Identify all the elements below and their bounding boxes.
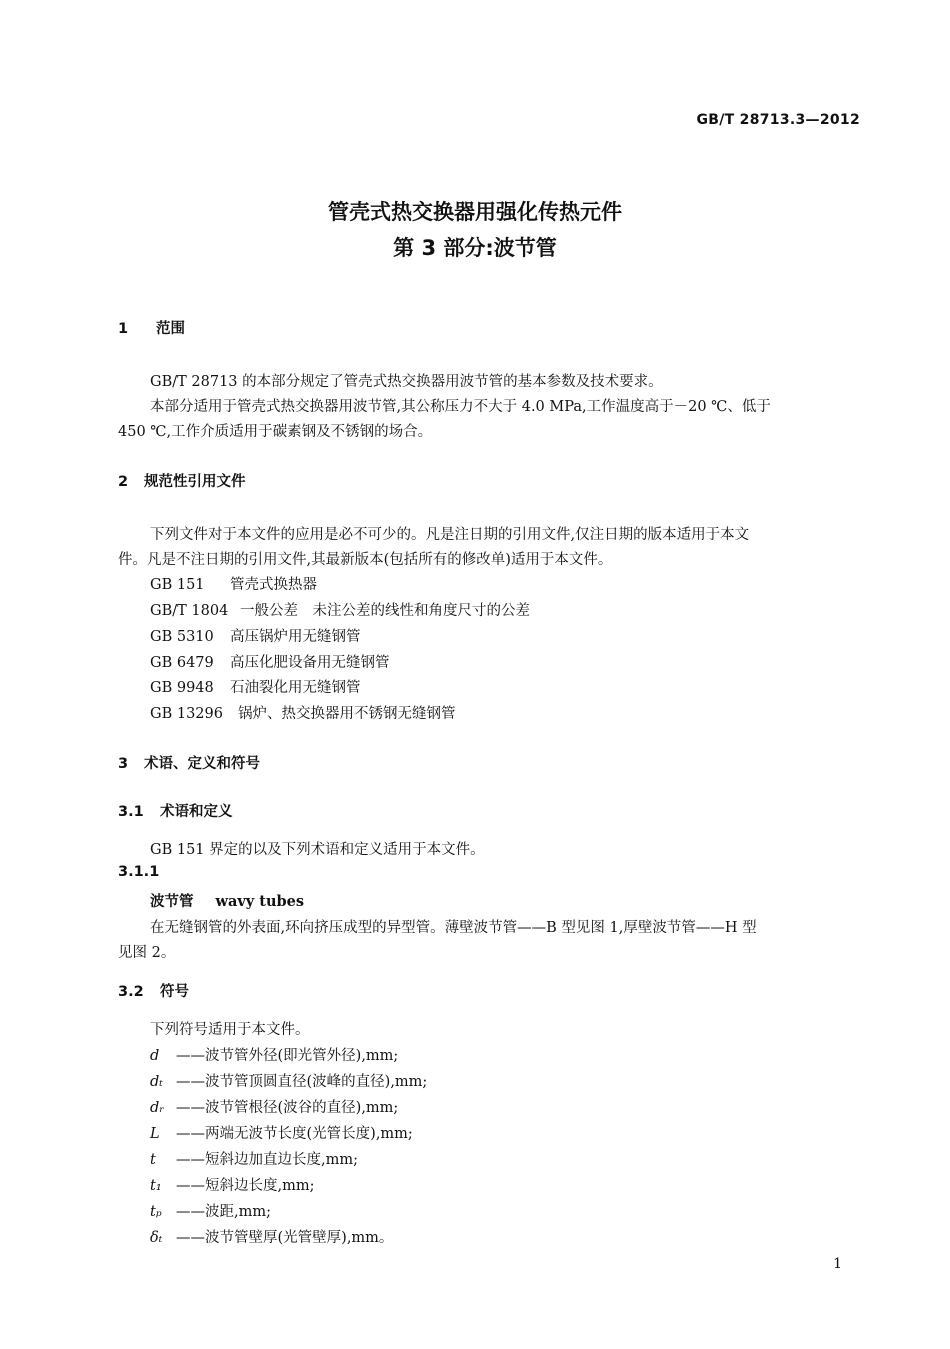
- section-1-para-2-cont: 450 ℃,工作介质适用于碳素钢及不锈钢的场合。: [118, 424, 433, 440]
- reference-title: 锅炉、热交换器用不锈钢无缝钢管: [238, 706, 456, 722]
- reference-code: GB 6479: [150, 655, 214, 671]
- symbol-description: ——波节管外径(即光管外径),mm;: [176, 1048, 399, 1064]
- section-3-1-heading: [118, 800, 233, 821]
- symbol: δₜ: [150, 1230, 163, 1246]
- section-3-2-heading: [118, 980, 189, 1001]
- symbol-description: ——波节管根径(波谷的直径),mm;: [176, 1100, 399, 1116]
- symbol-entry: [150, 1174, 315, 1195]
- section-title: 符号: [160, 984, 189, 1000]
- section-number: 2: [118, 474, 129, 490]
- symbol: tₚ: [150, 1204, 162, 1220]
- term-chinese: 波节管: [150, 894, 194, 910]
- symbol-description: ——短斜边加直边长度,mm;: [176, 1152, 358, 1168]
- symbol-entry: [150, 1148, 358, 1169]
- reference-title: 一般公差 未注公差的线性和角度尺寸的公差: [240, 603, 530, 619]
- section-number: 3: [118, 756, 129, 772]
- document-subtitle: 第 3 部分:波节管: [393, 236, 557, 260]
- reference-title: 高压锅炉用无缝钢管: [230, 629, 361, 645]
- section-2-heading: [118, 470, 246, 491]
- symbol-entry: [150, 1200, 271, 1221]
- reference-code: GB 9948: [150, 680, 214, 696]
- symbol: L: [150, 1126, 160, 1142]
- document-title: 管壳式热交换器用强化传热元件: [328, 200, 622, 224]
- normative-reference: [150, 625, 361, 646]
- symbol-entry: [150, 1070, 427, 1091]
- symbol-description: ——短斜边长度,mm;: [176, 1178, 315, 1194]
- symbols-intro: 下列符号适用于本文件。: [150, 1022, 310, 1038]
- reference-title: 高压化肥设备用无缝钢管: [230, 655, 390, 671]
- normative-reference: [150, 651, 390, 672]
- section-1-para-1: GB/T 28713 的本部分规定了管壳式热交换器用波节管的基本参数及技术要求。: [150, 374, 663, 390]
- reference-title: 石油裂化用无缝钢管: [230, 680, 361, 696]
- section-1-para-2: 本部分适用于管壳式热交换器用波节管,其公称压力不大于 4.0 MPa,工作温度高于－20 ℃、低于: [150, 399, 771, 415]
- term-entry: [150, 890, 304, 911]
- section-3-heading: [118, 752, 260, 773]
- clause-number: 3.1.1: [118, 864, 160, 880]
- symbol-entry: [150, 1096, 398, 1117]
- section-title: 规范性引用文件: [144, 474, 246, 490]
- normative-reference: [150, 599, 530, 620]
- section-title: 范围: [156, 321, 185, 337]
- symbol: dᵣ: [150, 1100, 165, 1116]
- reference-code: GB/T 1804: [150, 603, 229, 619]
- standard-number: GB/T 28713.3—2012: [696, 112, 860, 128]
- reference-code: GB 13296: [150, 706, 223, 722]
- symbol-description: ——波距,mm;: [176, 1204, 271, 1220]
- section-number: 1: [118, 321, 129, 337]
- section-1-heading: [118, 317, 185, 338]
- term-english: wavy tubes: [215, 893, 305, 910]
- section-number: 3.1: [118, 804, 144, 820]
- reference-code: GB 5310: [150, 629, 214, 645]
- symbol-description: ——波节管壁厚(光管壁厚),mm。: [176, 1230, 394, 1246]
- symbol-description: ——波节管顶圆直径(波峰的直径),mm;: [176, 1074, 428, 1090]
- normative-reference: [150, 573, 317, 594]
- page-number: 1: [833, 1256, 842, 1272]
- symbol-entry: [150, 1044, 398, 1065]
- section-2-para: 下列文件对于本文件的应用是必不可少的。凡是注日期的引用文件,仅注日期的版本适用于本文: [150, 527, 750, 543]
- section-2-para-cont: 件。凡是不注日期的引用文件,其最新版本(包括所有的修改单)适用于本文件。: [118, 552, 613, 568]
- symbol: t: [150, 1152, 156, 1168]
- section-number: 3.2: [118, 984, 144, 1000]
- symbol-description: ——两端无波节长度(光管长度),mm;: [176, 1126, 413, 1142]
- symbol: t₁: [150, 1178, 162, 1194]
- symbol: d: [150, 1048, 160, 1064]
- symbol-entry: [150, 1122, 413, 1143]
- section-3-1-para: GB 151 界定的以及下列术语和定义适用于本文件。: [150, 842, 485, 858]
- symbol: dₜ: [150, 1074, 163, 1090]
- symbol-entry: [150, 1226, 393, 1247]
- reference-code: GB 151: [150, 577, 205, 593]
- reference-title: 管壳式换热器: [230, 577, 317, 593]
- normative-reference: [150, 702, 456, 723]
- section-title: 术语、定义和符号: [144, 756, 260, 772]
- normative-reference: [150, 676, 361, 697]
- section-title: 术语和定义: [160, 804, 233, 820]
- term-definition: 在无缝钢管的外表面,环向挤压成型的异型管。薄壁波节管——B 型见图 1,厚壁波节管——H 型: [150, 920, 757, 936]
- term-definition-cont: 见图 2。: [118, 945, 176, 961]
